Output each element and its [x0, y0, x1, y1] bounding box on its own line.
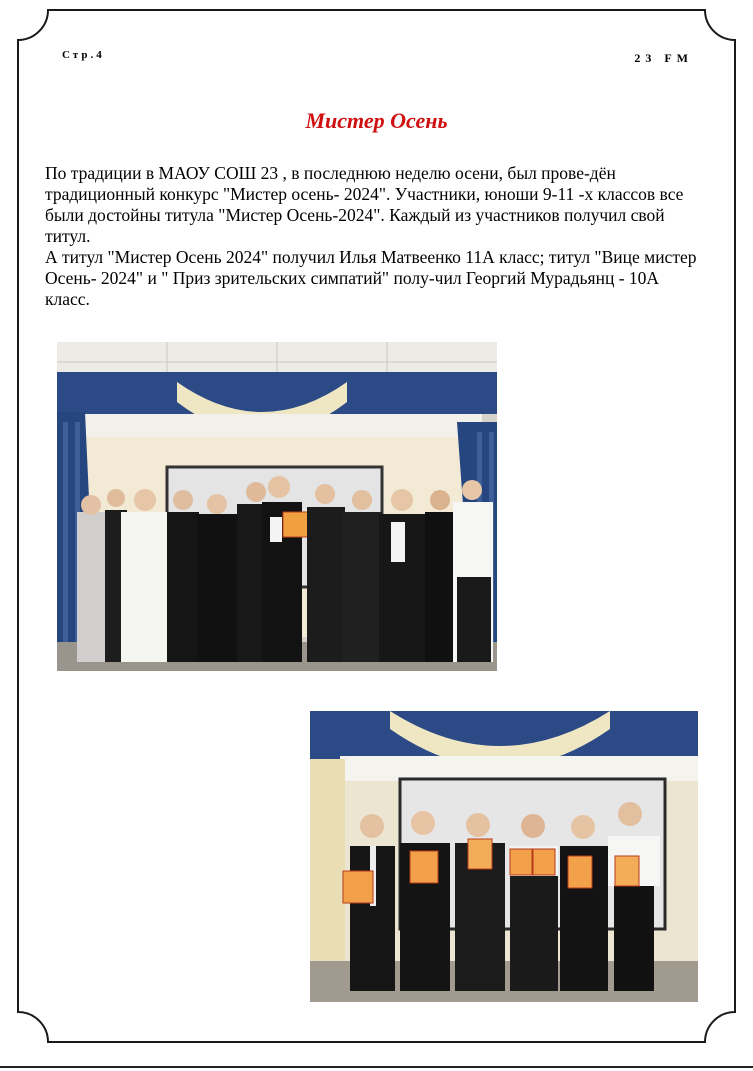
group-photo — [57, 342, 497, 671]
bottom-rule — [0, 1066, 753, 1068]
article-body — [45, 163, 705, 310]
issue-label: 23 FM — [634, 51, 693, 65]
article-title: Мистер Осень — [305, 108, 448, 133]
finalists-photo — [310, 711, 698, 1002]
finalists-photo-image — [310, 711, 698, 1002]
group-photo-image — [57, 342, 497, 671]
page-number: Стр.4 — [62, 49, 105, 61]
article-paragraph: А титул "Мистер Осень 2024" получил Илья Матвеенко 11А класс; титул "Вице мистер Осень- 2024" и " Приз зрительских симпатий" полу-чил Георгий Мурадьянц - 10А класс. — [45, 247, 697, 309]
article-paragraph: По традиции в МАОУ СОШ 23 , в последнюю неделю осени, был прове-дён традиционный конкурс "Мистер осень- 2024". Участники, юноши 9-11 -х классов все были достойны титула "Мистер Осень-2024". Каждый из участников получил свой титул. — [45, 163, 684, 246]
